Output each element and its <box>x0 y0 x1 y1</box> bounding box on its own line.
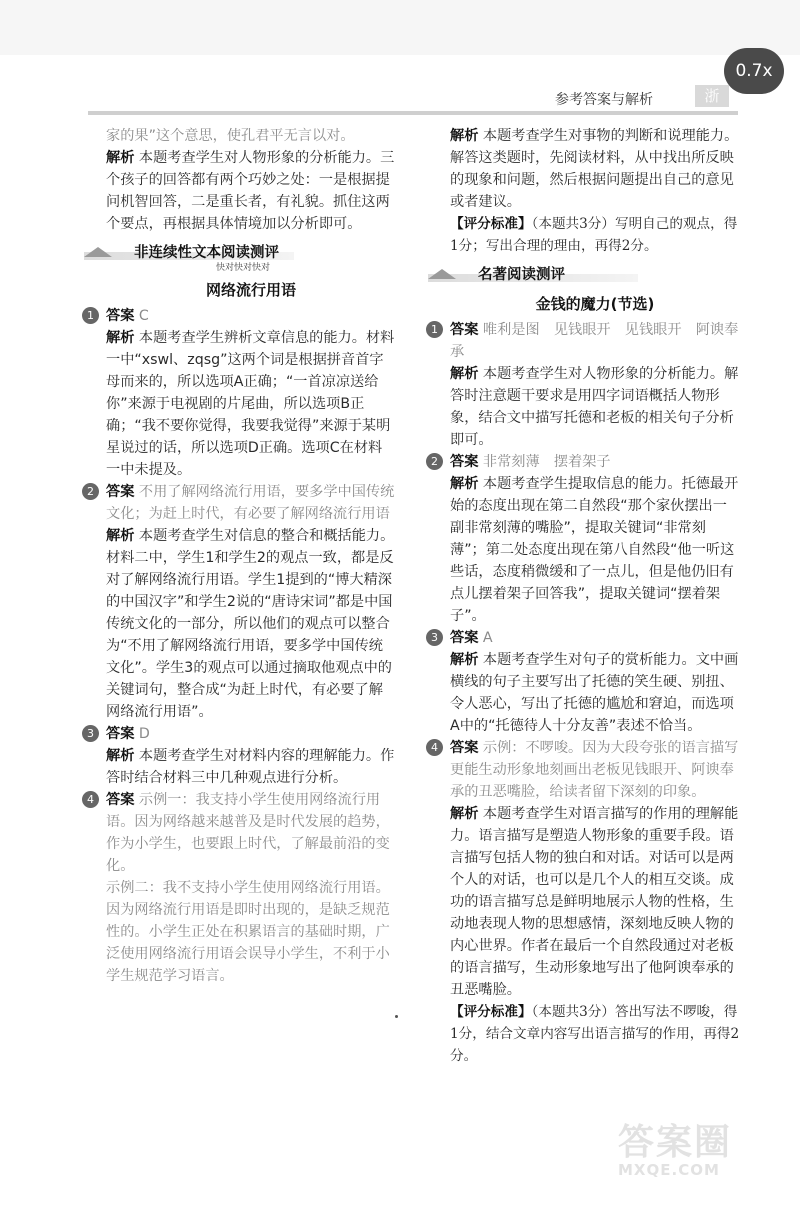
item-number-badge: 2 <box>426 453 443 470</box>
analysis-text: 本题考查学生对信息的整合和概括能力。材料二中，学生1和学生2的观点一致，都是反对了解网络流行用语。学生1提到的“博大精深的中国汉字”和学生2说的“唐诗宋词”都是中国传统文化的一部分，所以他们的观点可以整合为“不用了解网络流行用语，要多学中国传统文化”。学生3的观点可以通过摘取他观点中的关键词句，整合成“为赶上时代，有必要了解网络流行用语”。 <box>106 528 395 720</box>
intro-continuation: 家的果”这个意思，使孔君平无言以对。 <box>106 128 355 144</box>
answer-text: 唯利是图 见钱眼开 见钱眼开 阿谀奉承 <box>450 322 739 360</box>
item-number-badge: 3 <box>82 725 99 742</box>
list-item: 4 答案 示例一：我支持小学生使用网络流行用语。因为网络越来越普及是时代发展的趋势，作为小学生，也要跟上时代，了解最前沿的变化。 示例二：我不支持小学生使用网络流行用语。因为网络流行用语是即时出现的，是缺乏规范性的。小学生正处在积累语言的基础时期，广泛使用网络流行用语会误导小学生，不利于小学生规范学习语言。 <box>106 789 396 987</box>
item-number-badge: 1 <box>82 307 99 324</box>
section-heading-classics: 名著阅读测评 <box>428 263 740 287</box>
left-column <box>87 125 396 987</box>
scoring-criteria: 【评分标准】（本题共3分）答出写法不啰唆，得1分，结合文章内容写出语言描写的作用，再得2分。 <box>450 1004 740 1064</box>
section-heading-nonlinear: 非连续性文本阅读测评 <box>84 241 396 265</box>
item-number-badge: 2 <box>82 483 99 500</box>
list-item: 3 答案 D 解析 本题考查学生对材料内容的理解能力。作答时结合材料三中几种观点进行分析。 <box>106 723 396 789</box>
stray-dot <box>395 1015 398 1018</box>
answer-text: 不用了解网络流行用语，要多学中国传统文化；为赶上时代，有必要了解网络流行用语 <box>106 484 395 522</box>
answer-text: D <box>138 726 150 742</box>
answer-text: A <box>482 630 493 646</box>
answer-text: 示例：不啰唆。因为大段夸张的语言描写更能生动形象地刻画出老板见钱眼开、阿谀奉承的丑恶嘴脸，给读者留下深刻的印象。 <box>450 740 739 800</box>
analysis-text: 本题考查学生对材料内容的理解能力。作答时结合材料三中几种观点进行分析。 <box>106 748 395 786</box>
item-number-badge: 1 <box>426 321 443 338</box>
viewer-top-bar <box>0 0 800 55</box>
answer-text-example-2: 示例二：我不支持小学生使用网络流行用语。因为网络流行用语是即时出现的，是缺乏规范性的。小学生正处在积累语言的基础时期，广泛使用网络流行用语会误导小学生，不利于小学生规范学习语言。 <box>106 880 390 984</box>
item-number-badge: 3 <box>426 629 443 646</box>
zoom-level-badge[interactable]: 0.7x <box>724 48 784 94</box>
analysis-text: 本题考查学生对语言描写的作用的理解能力。语言描写是塑造人物形象的重要手段。语言描写包括人物的独白和对话。对话可以是两个人的对话，也可以是几个人的相互交谈。成功的语言描写总是鲜明地展示人物的性格，生动地表现人物的思想感情，深刻地反映人物的内心世界。作者在最后一个自然段通过对老板的语言描写，生动形象地写出了他阿谀奉承的丑恶嘴脸。 <box>450 806 739 998</box>
page-header-title: 参考答案与解析 <box>555 92 653 108</box>
analysis-text: 本题考查学生对事物的判断和说理能力。解答这类题时，先阅读材料，从中找出所反映的现象和问题，然后根据问题提出自己的意见或者建议。 <box>450 128 739 210</box>
document-page <box>0 55 800 1211</box>
top-analysis: 解析 本题考查学生对事物的判断和说理能力。解答这类题时，先阅读材料，从中找出所反映的现象和问题，然后根据问题提出自己的意见或者建议。 <box>450 128 739 210</box>
analysis-text: 本题考查学生对人物形象的分析能力。三个孩子的回答都有两个巧妙之处：一是根据提问机智回答，二是重长者，有礼貌。抓住这两个要点，再根据具体情境加以分析即可。 <box>106 150 395 232</box>
right-column <box>431 125 740 1067</box>
list-item: 2 答案 非常刻薄 摆着架子 解析 本题考查学生提取信息的能力。托德最开始的态度出现在第二自然段“那个家伙摆出一副非常刻薄的嘴脸”，提取关键词“非常刻薄”；第二处态度出现在第八自然段“他一听这些话，态度稍微缓和了一点儿，但是他仍旧有点儿摆着架子回答我”，提取关键词“摆着架子”。 <box>450 451 740 627</box>
site-watermark: 答案圈 MXQE.COM <box>618 1122 733 1179</box>
scoring-criteria: 【评分标准】（本题共3分）写明自己的观点，得1分；写出合理的理由，再得2分。 <box>450 216 738 254</box>
answer-text: C <box>138 308 149 324</box>
analysis-text: 本题考查学生对句子的赏析能力。文中画横线的句子主要写出了托德的笑生硬、别扭、令人恶心，写出了托德的尴尬和窘迫，而选项A中的“托德待人十分友善”表述不恰当。 <box>450 652 739 734</box>
answer-text: 示例一：我支持小学生使用网络流行用语。因为网络越来越普及是时代发展的趋势，作为小学生，也要跟上时代，了解最前沿的变化。 <box>106 792 390 874</box>
intro-analysis <box>106 147 396 235</box>
mountain-icon <box>84 247 112 257</box>
analysis-label: 解析 <box>106 150 135 166</box>
item-number-badge: 4 <box>426 739 443 756</box>
analysis-text: 本题考查学生辨析文章信息的能力。材料一中“xswl、zqsg”这两个词是根据拼音首字母而来的，所以选项A正确；“一首凉凉送给你”来源于电视剧的片尾曲，所以选项B正确；“我不要你觉得，我要我觉得”来源于某明星说过的话，所以选项D正确。选项C在材料一中未提及。 <box>106 330 395 478</box>
answer-text: 非常刻薄 摆着架子 <box>482 454 611 470</box>
list-item: 1 答案 唯利是图 见钱眼开 见钱眼开 阿谀奉承 解析 本题考查学生对人物形象的分析能力。解答时注意题干要求是用四字词语概括人物形象，结合文中描写托德和老板的相关句子分析即可。 <box>450 319 740 451</box>
page-header-mark: 浙 <box>695 85 729 107</box>
list-item: 2 答案 不用了解网络流行用语，要多学中国传统文化；为赶上时代，有必要了解网络流行用语 解析 本题考查学生对信息的整合和概括能力。材料二中，学生1和学生2的观点一致，都是反对了解网络流行用语。学生1提到的“博大精深的中国汉字”和学生2说的“唐诗宋词”都是中国传统文化的一部分，所以他们的观点可以整合为“不用了解网络流行用语，要多学中国传统文化”。学生3的观点可以通过摘取他观点中的关键词句，整合成“为赶上时代，有必要了解网络流行用语”。 <box>106 481 396 723</box>
header-rule <box>88 111 738 115</box>
item-number-badge: 4 <box>82 791 99 808</box>
mountain-icon <box>428 269 456 279</box>
list-item: 3 答案 A 解析 本题考查学生对句子的赏析能力。文中画横线的句子主要写出了托德的笑生硬、别扭、令人恶心，写出了托德的尴尬和窘迫，而选项A中的“托德待人十分友善”表述不恰当。 <box>450 627 740 737</box>
list-item: 1 答案 C 解析 本题考查学生辨析文章信息的能力。材料一中“xswl、zqsg”这两个词是根据拼音首字母而来的，所以选项A正确；“一首凉凉送给你”来源于电视剧的片尾曲，所以选项B正确；“我不要你觉得，我要我觉得”来源于某明星说过的话，所以选项D正确。选项C在材料一中未提及。 <box>106 305 396 481</box>
section-subtitle: 快对快对快对 <box>216 263 271 273</box>
article-title: 网络流行用语 <box>205 281 296 299</box>
analysis-text: 本题考查学生对人物形象的分析能力。解答时注意题干要求是用四字词语概括人物形象，结合文中描写托德和老板的相关句子分析即可。 <box>450 366 739 448</box>
analysis-text: 本题考查学生提取信息的能力。托德最开始的态度出现在第二自然段“那个家伙摆出一副非常刻薄的嘴脸”，提取关键词“非常刻薄”；第二处态度出现在第八自然段“他一听这些话，态度稍微缓和了一点儿，但是他仍旧有点儿摆着架子回答我”，提取关键词“摆着架子”。 <box>450 476 739 624</box>
list-item: 4 答案 示例：不啰唆。因为大段夸张的语言描写更能生动形象地刻画出老板见钱眼开、阿谀奉承的丑恶嘴脸，给读者留下深刻的印象。 解析 本题考查学生对语言描写的作用的理解能力。语言描写是塑造人物形象的重要手段。语言描写包括人物的独白和对话。对话可以是两个人的对话，也可以是几个人的相互交谈。成功的语言描写总是鲜明地展示人物的性格，生动地表现人物的思想感情，深刻地反映人物的内心世界。作者在最后一个自然段通过对老板的语言描写，生动形象地写出了他阿谀奉承的丑恶嘴脸。 【评分标准】（本题共3分）答出写法不啰唆，得1分，结合文章内容写出语言描写的作用，再得2分。 <box>450 737 740 1067</box>
article-title: 金钱的魔力(节选) <box>535 295 655 313</box>
